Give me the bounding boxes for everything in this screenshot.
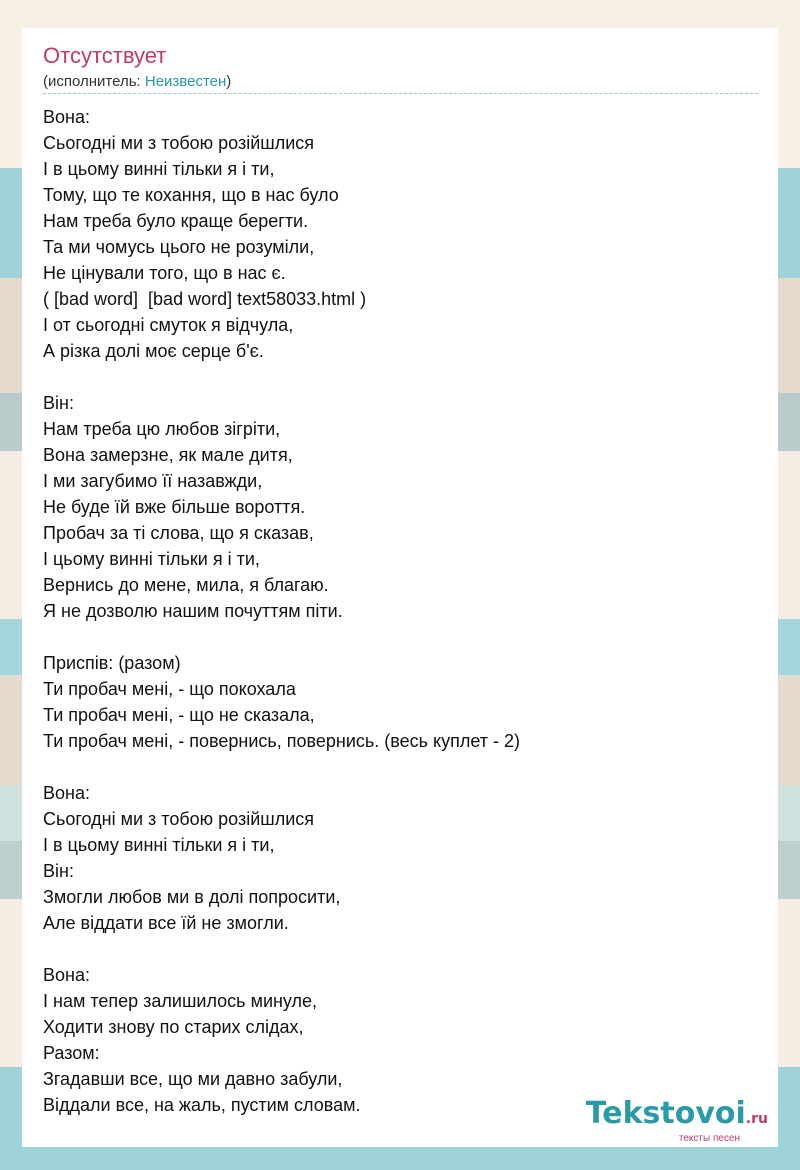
artist-prefix: (исполнитель: — [43, 73, 145, 90]
logo-tld: .ru — [745, 1111, 768, 1127]
lyric-line: Вона замерзне, як мале дитя, — [43, 445, 293, 465]
lyric-line: Пробач за ті слова, що я сказав, — [43, 523, 314, 543]
lyric-line: Не буде їй вже більше вороття. — [43, 497, 306, 517]
lyric-line: Він: — [43, 393, 74, 413]
song-title: Отсутствует — [43, 43, 167, 68]
lyric-line — [43, 754, 758, 780]
lyric-line: І цьому винні тільки я і ти, — [43, 549, 260, 569]
lyric-line: Не цінували того, що в нас є. — [43, 263, 286, 283]
site-logo[interactable] — [586, 1098, 768, 1144]
lyric-line: І в цьому винні тільки я і ти, — [43, 835, 275, 855]
lyrics-text — [43, 104, 758, 1118]
lyric-line: Вона: — [43, 107, 90, 127]
artist-line — [43, 72, 231, 92]
lyric-line: Тому, що те кохання, що в нас було — [43, 185, 339, 205]
lyric-line: Ходити знову по старих слідах, — [43, 1017, 304, 1037]
lyric-line: Сьогодні ми з тобою розійшлися — [43, 133, 315, 153]
lyric-line: ( [bad word] [bad word] text58033.html ) — [43, 289, 367, 309]
lyric-line: Разом: — [43, 1043, 100, 1063]
lyric-line: Згадавши все, що ми давно забули, — [43, 1069, 343, 1089]
lyric-line: Та ми чомусь цього не розуміли, — [43, 237, 315, 257]
lyric-line: Віддали все, на жаль, пустим словам. — [43, 1095, 361, 1115]
lyric-line: І в цьому винні тільки я і ти, — [43, 159, 275, 179]
lyric-line: Ти пробач мені, - що не сказала, — [43, 705, 315, 725]
artist-link[interactable]: Неизвестен — [144, 73, 227, 90]
artist-suffix: ) — [226, 73, 232, 90]
divider — [43, 93, 758, 94]
lyric-line — [43, 936, 758, 962]
lyric-line: Ти пробач мені, - повернись, повернись. (весь куплет - 2) — [43, 731, 520, 751]
lyric-line: Я не дозволю нашим почуттям піти. — [43, 601, 343, 621]
lyric-line: Але віддати все їй не змогли. — [43, 913, 289, 933]
lyric-line: А різка долі моє серце б'є. — [43, 341, 264, 361]
logo-tagline: тексты песен — [678, 1133, 740, 1144]
logo-wordmark — [586, 1098, 768, 1135]
lyric-line: Вона: — [43, 783, 90, 803]
lyric-line: Нам треба було краще берегти. — [43, 211, 309, 231]
lyric-line: Вернись до мене, мила, я благаю. — [43, 575, 329, 595]
lyric-line: Нам треба цю любов зігріти, — [43, 419, 281, 439]
lyric-line: Приспів: (разом) — [43, 653, 181, 673]
lyrics-card — [22, 28, 778, 1147]
logo-name: Tekstovoi — [585, 1096, 746, 1131]
lyric-line: І от сьогодні смуток я відчула, — [43, 315, 294, 335]
lyric-line: І ми загубимо її назавжди, — [43, 471, 263, 491]
lyric-line: Вона: — [43, 965, 90, 985]
lyric-line: І нам тепер залишилось минуле, — [43, 991, 318, 1011]
lyric-line — [43, 624, 758, 650]
lyric-line: Він: — [43, 861, 74, 881]
lyric-line — [43, 364, 758, 390]
lyric-line: Сьогодні ми з тобою розійшлися — [43, 809, 315, 829]
lyric-line: Ти пробач мені, - що покохала — [43, 679, 296, 699]
lyric-line: Змогли любов ми в долі попросити, — [43, 887, 341, 907]
